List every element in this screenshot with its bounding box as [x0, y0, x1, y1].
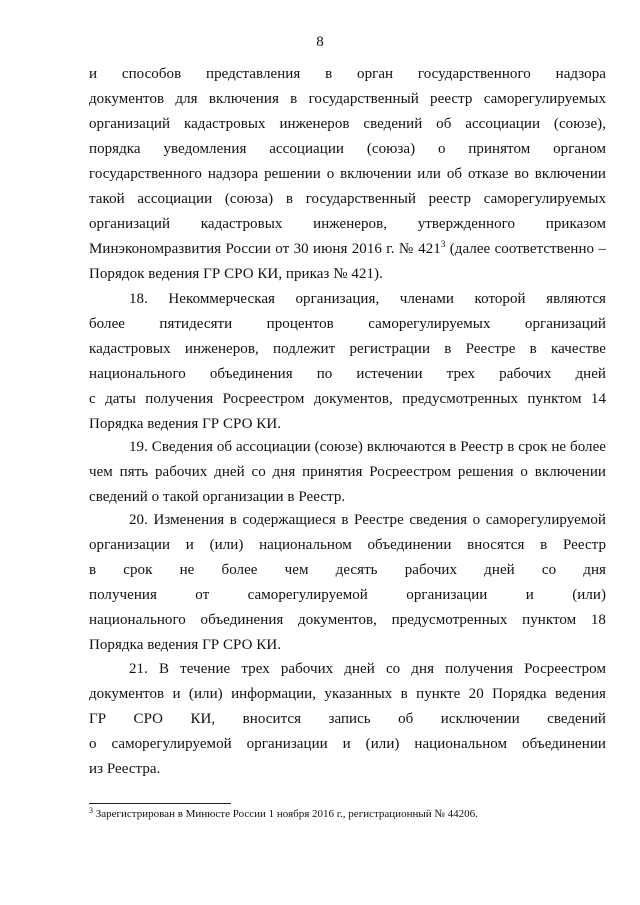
text-line — [89, 339, 606, 359]
text-line — [89, 684, 606, 704]
footnote-reference: 3 — [440, 239, 446, 249]
text-line — [89, 759, 606, 779]
text-line-content: 20. Изменения в содержащиеся в Реестре сведения о саморегулируемой — [129, 512, 606, 528]
text-line — [89, 189, 606, 209]
text-line — [89, 585, 606, 605]
text-line-content: Порядка ведения ГР СРО КИ. — [89, 637, 282, 653]
text-line-content: Порядок ведения ГР СРО КИ, приказ № 421). — [89, 266, 383, 282]
text-line-content: такой ассоциации (союза) в государственный реестр саморегулируемых — [89, 191, 606, 207]
text-line — [89, 560, 606, 580]
text-line — [89, 239, 606, 259]
text-line — [89, 89, 606, 109]
text-line — [89, 264, 606, 284]
text-line-content: 21. В течение трех рабочих дней со дня получения Росреестром — [129, 661, 606, 677]
text-line-content: получения от саморегулируемой организации и (или) — [89, 587, 606, 603]
footnote-divider — [89, 803, 231, 804]
text-line-content: Минэкономразвития России от 30 июня 2016 г. № 421 — [89, 241, 441, 257]
text-line — [89, 462, 606, 482]
text-line — [89, 487, 606, 507]
text-line-content: чем пять рабочих дней со дня принятия Росреестром решения о включении — [89, 464, 606, 480]
footnote — [89, 807, 478, 821]
text-line-content: более пятидесяти процентов саморегулируемых организаций — [89, 316, 606, 332]
text-line-content: в срок не более чем десять рабочих дней со дня — [89, 562, 606, 578]
text-line — [89, 114, 606, 134]
text-line-content: порядка уведомления ассоциации (союза) о принятом органом — [89, 141, 606, 157]
text-line-content: документов для включения в государственный реестр саморегулируемых — [89, 91, 606, 107]
text-line — [89, 214, 606, 234]
text-line-content: организаций кадастровых инженеров сведений об ассоциации (союзе), — [89, 116, 606, 132]
text-line — [89, 139, 606, 159]
text-line — [89, 389, 606, 409]
text-line-content: организации и (или) национальном объединении вносятся в Реестр — [89, 537, 606, 553]
text-line — [89, 709, 606, 729]
text-line-content: ГР СРО КИ, вносится запись об исключении сведений — [89, 711, 606, 727]
text-line-content: документов и (или) информации, указанных в пункте 20 Порядка ведения — [89, 686, 606, 702]
text-line — [89, 414, 606, 434]
text-line-content: и способов представления в орган государственного надзора — [89, 66, 606, 82]
text-line — [89, 314, 606, 334]
text-line — [89, 734, 606, 754]
text-line-content: организаций кадастровых инженеров, утвержденного приказом — [89, 216, 606, 232]
text-line — [89, 610, 606, 630]
text-line-content: из Реестра. — [89, 761, 161, 777]
text-line-content: кадастровых инженеров, подлежит регистрации в Реестре в качестве — [89, 341, 606, 357]
text-line — [89, 164, 606, 184]
text-line-content: 19. Сведения об ассоциации (союзе) включаются в Реестр в срок не более — [129, 439, 606, 455]
footnote-marker: 3 — [89, 806, 93, 815]
text-line-content: национального объединения по истечении трех рабочих дней — [89, 366, 606, 382]
text-line — [89, 635, 606, 655]
text-line-content: государственного надзора решении о включении или об отказе во включении — [89, 166, 606, 182]
text-line-continuation: (далее соответственно – — [445, 241, 607, 257]
text-line — [129, 437, 606, 457]
text-line-content: о саморегулируемой организации и (или) национальном объединении — [89, 736, 606, 752]
text-line — [89, 64, 606, 84]
text-line-content: с даты получения Росреестром документов, предусмотренных пунктом 14 — [89, 391, 606, 407]
text-line — [89, 364, 606, 384]
page-number: 8 — [316, 34, 324, 50]
text-line — [129, 659, 606, 679]
text-line-content: сведений о такой организации в Реестр. — [89, 489, 346, 505]
text-line-content: национального объединения документов, предусмотренных пунктом 18 — [89, 612, 606, 628]
text-line-content: 18. Некоммерческая организация, членами которой являются — [129, 291, 606, 307]
text-line-content: Порядка ведения ГР СРО КИ. — [89, 416, 282, 432]
text-line — [89, 535, 606, 555]
footnote-text: Зарегистрирован в Минюсте России 1 ноября 2016 г., регистрационный № 44206. — [93, 808, 478, 820]
text-line — [129, 510, 606, 530]
text-line — [129, 289, 606, 309]
